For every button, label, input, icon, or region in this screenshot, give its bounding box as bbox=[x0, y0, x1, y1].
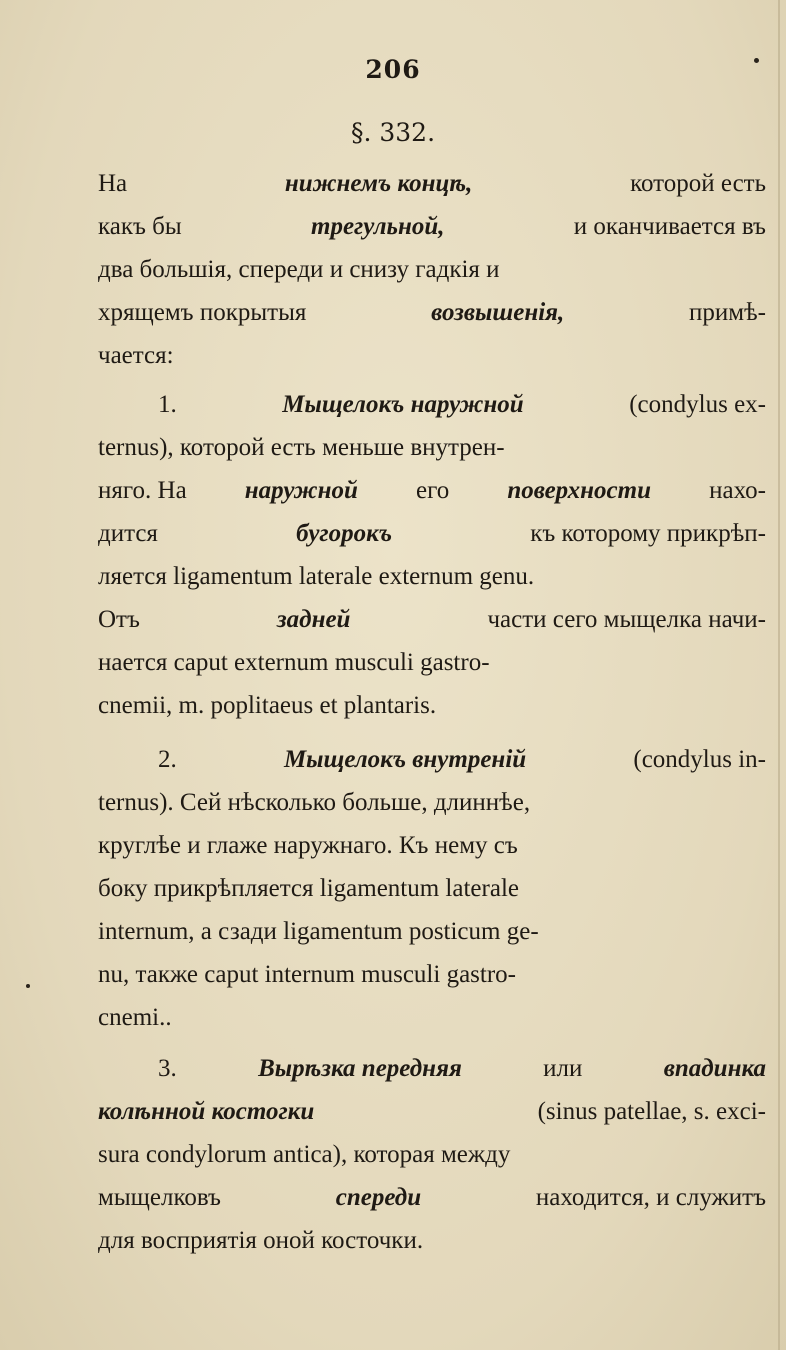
text-line: Отъ задней части сего мыщелка начи- bbox=[98, 606, 766, 633]
text-line: sura condylorum antica), которая между bbox=[98, 1141, 511, 1168]
text-line: круглѣе и глаже наружнаго. Къ нему съ bbox=[98, 832, 518, 859]
text-line: мыщелковъ спереди находится, и служитъ bbox=[98, 1184, 766, 1211]
text-line: ternus), которой есть меньше внутрен- bbox=[98, 434, 505, 461]
text-line: internum, а сзади ligamentum posticum ge- bbox=[98, 918, 539, 945]
text-line: 3. Вырѣзка передняя или впадинка bbox=[158, 1055, 766, 1082]
paragraph-item-2 bbox=[98, 738, 766, 1039]
text-line: ляется ligamentum laterale externum genu. bbox=[98, 563, 535, 590]
text-line: няго. На наружной его поверхности нахо- bbox=[98, 477, 766, 504]
text-line: два большія, спереди и снизу гадкія и bbox=[98, 256, 500, 283]
page-number: 206 bbox=[365, 55, 421, 84]
text-line: cnemii, m. poplitaeus et plantaris. bbox=[98, 692, 437, 719]
text-line: колѣнной костогки (sinus patellae, s. exci- bbox=[98, 1098, 766, 1125]
text-line: 2. Мыщелокъ внутреній (condylus in- bbox=[158, 746, 766, 773]
text-line: 1. Мыщелокъ наружной (condylus ex- bbox=[158, 391, 766, 418]
ink-speck bbox=[26, 984, 30, 988]
text-line: хрящемъ покрытыя возвышенія, примѣ- bbox=[98, 299, 766, 326]
text-line: нается caput externum musculi gastro- bbox=[98, 649, 490, 676]
paragraph-intro bbox=[98, 162, 766, 377]
text-line: На нижнемъ концѣ, которой есть bbox=[98, 170, 766, 197]
text-line: какъ бы трегульной, и оканчивается въ bbox=[98, 213, 766, 240]
text-line: cnemi.. bbox=[98, 1004, 172, 1031]
text-line: ternus). Сей нѣсколько больше, длиннѣе, bbox=[98, 789, 531, 816]
section-heading: §. 332. bbox=[350, 118, 436, 147]
text-line: nu, также caput internum musculi gastro- bbox=[98, 961, 516, 988]
text-line: боку прикрѣпляется ligamentum laterale bbox=[98, 875, 519, 902]
page-edge bbox=[778, 0, 780, 1350]
paragraph-item-1 bbox=[98, 383, 766, 727]
text-line: для восприятія оной косточки. bbox=[98, 1227, 424, 1254]
text-line: чается: bbox=[98, 342, 174, 369]
text-line: дится бугорокъ къ которому прикрѣп- bbox=[98, 520, 766, 547]
paragraph-item-3 bbox=[98, 1047, 766, 1262]
ink-speck bbox=[754, 58, 759, 63]
